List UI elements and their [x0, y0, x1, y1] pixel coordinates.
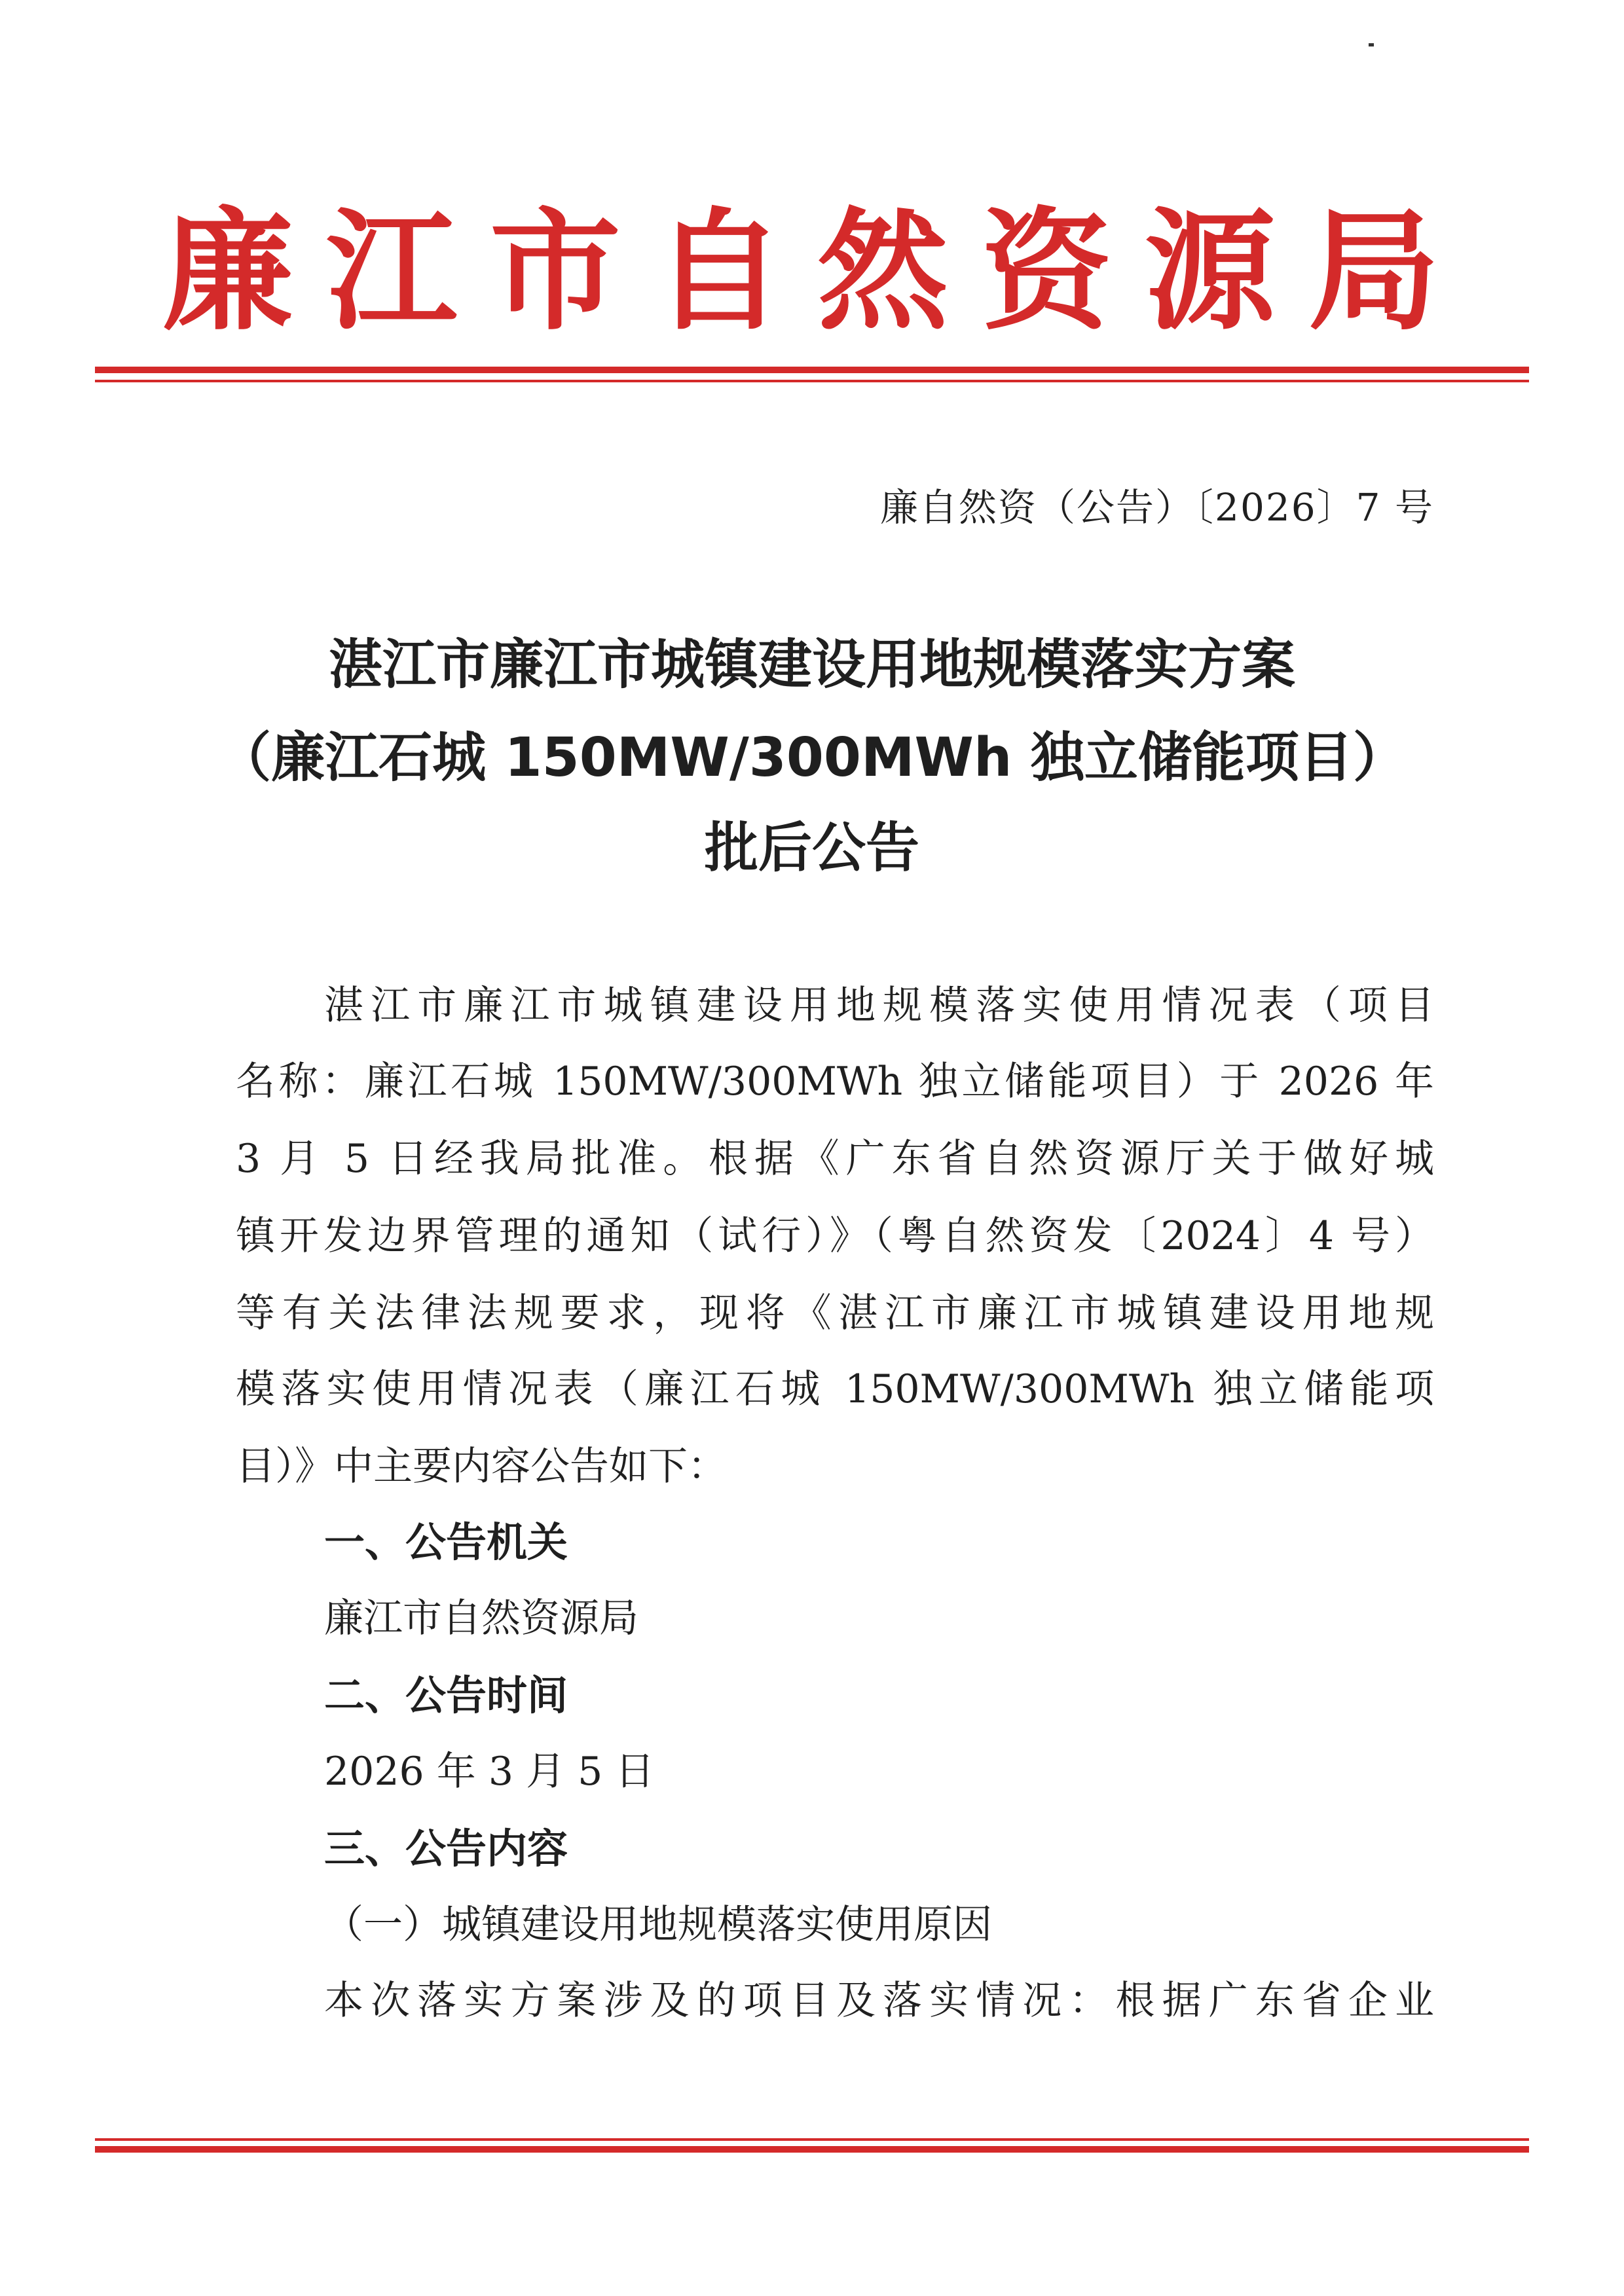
document-number: 廉自然资（公告）〔2026〕7 号 [880, 485, 1434, 530]
content-text: 本次落实方案涉及的项目及落实情况：根据广东省企业 [324, 1978, 1434, 2024]
title-line-3: 批后公告 [704, 817, 919, 879]
subsection-heading: （一）城镇建设用地规模落实使用原因 [324, 1902, 992, 1948]
issuer-text: 廉江市自然资源局 [324, 1595, 638, 1641]
agency-char: 源 [1144, 194, 1276, 348]
section-heading-content: 三、公告内容 [324, 1825, 568, 1872]
footer-rule-thin [95, 2138, 1529, 2141]
agency-char: 然 [817, 194, 948, 348]
header-rule-thin [95, 380, 1529, 382]
scan-mark [1369, 43, 1374, 46]
date-text: 2026 年 3 月 5 日 [324, 1749, 655, 1795]
intro-line: 3 月 5 日经我局批准。根据《广东省自然资源厅关于做好城 [236, 1136, 1434, 1182]
footer-rule-thick [95, 2146, 1529, 2153]
intro-line: 镇开发边界管理的通知（试行）》（粤自然资发〔2024〕4 号） [236, 1213, 1434, 1259]
intro-line: 名称：廉江石城 150MW/300MWh 独立储能项目）于 2026 年 [236, 1059, 1434, 1104]
intro-line: 等有关法律法规要求，现将《湛江市廉江市城镇建设用地规 [236, 1290, 1434, 1336]
agency-char: 廉 [162, 194, 294, 348]
intro-line: 湛江市廉江市城镇建设用地规模落实使用情况表（项目 [324, 983, 1434, 1029]
agency-header [162, 196, 1439, 347]
intro-line: 目）》中主要内容公告如下： [236, 1444, 727, 1489]
section-heading-issuer: 一、公告机关 [324, 1518, 568, 1566]
intro-line: 模落实使用情况表（廉江石城 150MW/300MWh 独立储能项 [236, 1366, 1434, 1412]
agency-char: 自 [653, 194, 784, 348]
section-heading-time: 二、公告时间 [324, 1671, 568, 1719]
title-line-2: （廉江石城 150MW/300MWh 独立储能项目） [217, 727, 1407, 789]
agency-char: 资 [980, 194, 1112, 348]
agency-char: 江 [325, 194, 457, 348]
agency-char: 市 [489, 194, 621, 348]
agency-char: 局 [1308, 194, 1439, 348]
header-rule-thick [95, 367, 1529, 373]
title-line-1: 湛江市廉江市城镇建设用地规模落实方案 [328, 634, 1295, 696]
